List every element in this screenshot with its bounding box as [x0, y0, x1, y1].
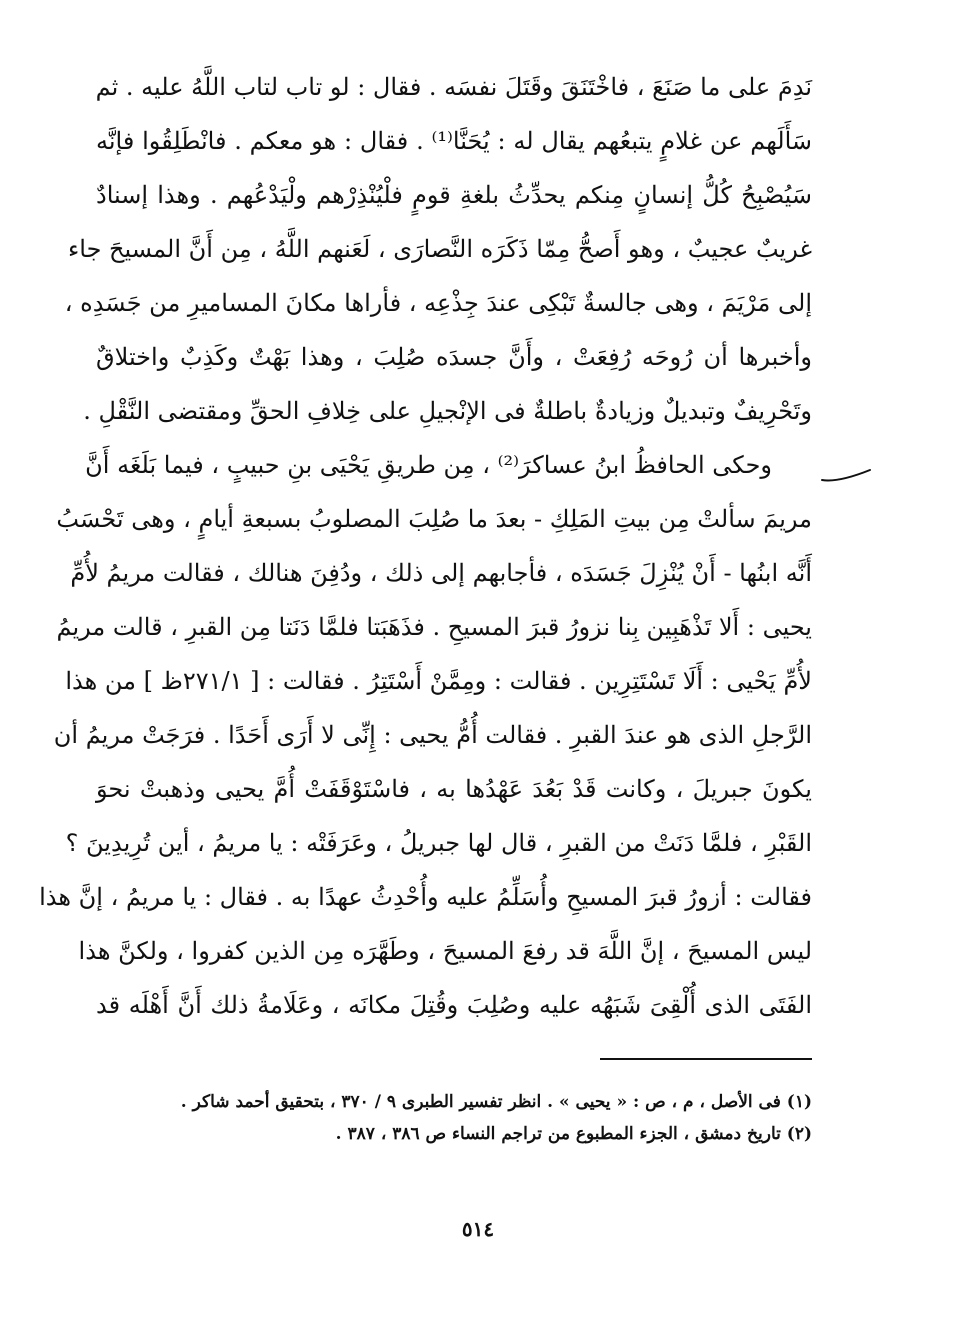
text-line: نَدِمَ على ما صَنَعَ ، فاخْتَنَقَ وقَتَلَ نفسَه . فقال : لو تاب لتاب اللَّهُ عليه . ثم	[95, 73, 812, 101]
page-number: ٥١٤	[461, 1217, 495, 1241]
text-line: فقالت : أزورُ قبرَ المسيحِ وأُسَلِّمُ عليه وأُحْدِثُ عهدًا به . فقال : يا مريمُ ، إنَّ هذا	[39, 883, 812, 911]
text-line: إلى مَرْيَمَ ، وهى جالسةٌ تَبْكِى عندَ جِذْعِه ، فأراها مكانَ المساميرِ من جَسَدِه ،	[64, 289, 812, 317]
text-line: مريمَ سألتْ مِن بيتِ المَلِكِ - بعدَ ما صُلِبَ المصلوبُ بسبعةِ أيامٍ ، وهى تَحْسَبُ	[56, 505, 812, 533]
text-line: لأُمِّ يَحْيى : أَلَا تَسْتَتِرِين . فقالت : ومِمَّنْ أَسْتَتِرُ . فقالت : [ ٢٧١/١ظ ] من هذا	[65, 667, 812, 695]
text-line: يحيى : أَلا تَذْهَبِين بِنا نزورُ قبرَ المسيحِ . فذَهَبَتا فلمَّا دَنَتا مِن القبرِ ، قالت مريمُ	[56, 613, 812, 641]
text-line: الفَتَى الذى أُلْقِىَ شَبَهُه عليه وصُلِبَ وقُتِلَ مكانَه ، وعَلَامةُ ذلك أَنَّ أَهْلَه قد	[96, 991, 812, 1019]
text-line: ليس المسيحَ ، إنَّ اللَّهَ قد رفعَ المسيحَ ، وطَهَّرَه مِن الذين كفروا ، ولكنَّ هذا	[78, 937, 812, 965]
main-text-block	[39, 60, 812, 1032]
text-line: أَنَّه ابنُها - أَنْ يُنْزِلَ جَسَدَه ، فأجابهم إلى ذلك ، ودُفِنَ هنالك ، فقالت مريمُ لأُمِّ	[70, 559, 812, 587]
text-line: وتَحْرِيفٌ وتبديلٌ وزيادةٌ باطلةٌ فى الإنْجيلِ على خِلافِ الحقِّ ومقتضى النَّقْلِ .	[83, 397, 812, 425]
footnote-divider	[600, 1058, 812, 1060]
footnote: (٢) تاريخ دمشق ، الجزء المطبوع من تراجم النساء ص ٣٨٦ ، ٣٨٧ .	[335, 1124, 812, 1144]
text-line: القَبْرِ ، فلمَّا دَنَتْ من القبرِ ، قال لها جبريلُ ، وعَرَفَتْه : يا مريمُ ، أين تُرِيدِينَ ؟	[65, 829, 812, 857]
text-line: غريبٌ عجيبٌ ، وهو أَصحُّ مِمّا ذَكَرَه النَّصارَى ، لَعَنهم اللَّهُ ، مِن أَنَّ المسيحَ جاء	[67, 235, 812, 263]
text-line: وحكى الحافظُ ابنُ عساكرَ⁽²⁾ ، مِن طريقِ يَحْيَى بنِ حبيبٍ ، فيما بَلَغَه أَنَّ	[85, 451, 772, 479]
text-line: يكونَ جبريلَ ، وكانت قَدْ بَعُدَ عَهْدُها به ، فاسْتَوْقَفَتْ أُمَّ يحيى وذهبتْ نحوَ	[96, 775, 812, 803]
footnotes-block	[150, 1086, 812, 1150]
text-line: الرَّجلِ الذى هو عندَ القبرِ . فقالت أُمُّ يحيى : إِنِّى لا أَرَى أَحَدًا . فرَجَتْ مريمُ أن	[53, 721, 812, 749]
text-line: سَأَلَهم عن غلامٍ يتبعُهم يقال له : يُحَنَّا⁽¹⁾ . فقال : هو معكم . فانْطَلِقُوا فإنَّه	[96, 127, 812, 155]
footnote: (١) فى الأصل ، م ، ص : « يحيى » . انظر تفسير الطبرى ٩ / ٣٧٠ ، بتحقيق أحمد شاكر .	[180, 1092, 812, 1112]
text-line: سَيُصْبِحُ كُلُّ إنسانٍ مِنكم يحدِّثُ بلغةِ قومٍ فلْيُنْذِرْهم ولْيَدْعُهم . وهذا إسنادٌ	[96, 181, 812, 209]
margin-paragraph-mark-icon	[820, 466, 872, 488]
text-line: وأخبرها أن رُوحَه رُفِعَتْ ، وأَنَّ جسدَه صُلِبَ ، وهذا بَهْتٌ وكَذِبٌ واختلاقٌ	[96, 343, 812, 371]
